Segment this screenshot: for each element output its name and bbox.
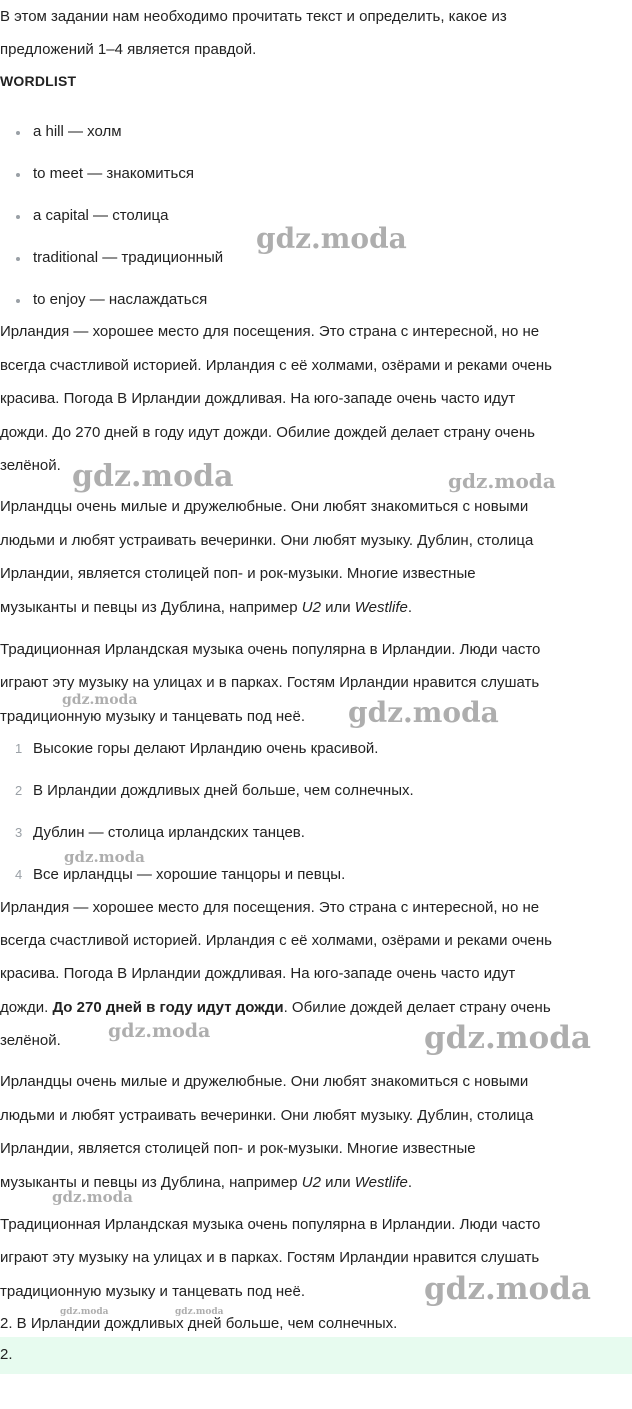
wordlist-item: a capital — столица: [33, 207, 169, 224]
text-line: дожди. До 270 дней в году идут дожди. Обилие дождей делает страну очень: [0, 999, 551, 1016]
text-line: Традиционная Ирландская музыка очень популярна в Ирландии. Люди часто: [0, 1216, 541, 1233]
text-line: Ирландии, является столицей поп- и рок-музыки. Многие известные: [0, 1140, 476, 1157]
highlighted-fact: До 270 дней в году идут дожди: [52, 999, 284, 1016]
wordlist-item: traditional — традиционный: [33, 249, 224, 266]
text-line: зелёной.: [0, 1032, 61, 1049]
watermark: gdz.moda: [108, 1020, 211, 1042]
text-line: людьми и любят устраивать вечеринки. Они любят музыку. Дублин, столица: [0, 532, 534, 549]
watermark: gdz.moda: [60, 1307, 109, 1317]
text-line: Ирландия — хорошее место для посещения. Это страна с интересной, но не: [0, 899, 540, 916]
text-line: играют эту музыку на улицах и в парках. Гостям Ирландии нравится слушать: [0, 1249, 540, 1266]
bullet-icon: [16, 299, 20, 303]
text-line: зелёной.: [0, 457, 61, 474]
watermark: gdz.moda: [52, 1188, 133, 1206]
option-number: 4: [15, 867, 23, 882]
wordlist-title: WORDLIST: [0, 73, 77, 89]
wordlist-item: to enjoy — наслаждаться: [33, 291, 208, 308]
text-line: традиционную музыку и танцевать под неё.: [0, 1283, 306, 1300]
text-line: Ирландии, является столицей поп- и рок-музыки. Многие известные: [0, 565, 476, 582]
intro-line-1: В этом задании нам необходимо прочитать текст и определить, какое из: [0, 8, 507, 25]
watermark: gdz.moda: [448, 469, 556, 493]
option-number: 2: [15, 783, 23, 798]
option-text: Все ирландцы — хорошие танцоры и певцы.: [33, 866, 346, 883]
text-line: Ирландцы очень милые и дружелюбные. Они любят знакомиться с новыми: [0, 1073, 529, 1090]
text-line: всегда счастливой историей. Ирландия с её холмами, озёрами и реками очень: [0, 932, 552, 949]
watermark: gdz.moda: [72, 459, 234, 494]
watermark: gdz.moda: [256, 222, 407, 255]
wordlist-item: to meet — знакомиться: [33, 165, 194, 182]
conclusion: 2. В Ирландии дождливых дней больше, чем солнечных.: [0, 1315, 398, 1332]
intro-line-2: предложений 1–4 является правдой.: [0, 41, 257, 58]
option-number: 1: [15, 741, 23, 756]
text-line: традиционную музыку и танцевать под неё.: [0, 708, 306, 725]
option-text: В Ирландии дождливых дней больше, чем солнечных.: [33, 782, 414, 799]
text-line: музыканты и певцы из Дублина, например U2 или Westlife.: [0, 599, 413, 616]
watermark: gdz.moda: [348, 696, 499, 729]
option-text: Высокие горы делают Ирландию очень красивой.: [33, 740, 379, 757]
option-number: 3: [15, 825, 23, 840]
text-line: Ирландцы очень милые и дружелюбные. Они любят знакомиться с новыми: [0, 498, 529, 515]
watermark: gdz.moda: [424, 1020, 591, 1056]
option-text: Дублин — столица ирландских танцев.: [33, 824, 305, 841]
text-line: красива. Погода В Ирландии дождливая. На юго-западе очень часто идут: [0, 390, 516, 407]
wordlist-item: a hill — холм: [33, 123, 122, 140]
text-line: людьми и любят устраивать вечеринки. Они любят музыку. Дублин, столица: [0, 1107, 534, 1124]
text-line: Традиционная Ирландская музыка очень популярна в Ирландии. Люди часто: [0, 641, 541, 658]
text-line: играют эту музыку на улицах и в парках. Гостям Ирландии нравится слушать: [0, 674, 540, 691]
answer-box: [0, 1337, 632, 1374]
text-line: всегда счастливой историей. Ирландия с её холмами, озёрами и реками очень: [0, 357, 552, 374]
bullet-icon: [16, 215, 20, 219]
watermark: gdz.moda: [424, 1271, 591, 1307]
text-line: музыканты и певцы из Дублина, например U2 или Westlife.: [0, 1174, 413, 1191]
bullet-icon: [16, 173, 20, 177]
text-line: красива. Погода В Ирландии дождливая. На юго-западе очень часто идут: [0, 965, 516, 982]
answer-value: 2.: [0, 1346, 13, 1363]
bullet-icon: [16, 131, 20, 135]
bullet-icon: [16, 257, 20, 261]
text-line: Ирландия — хорошее место для посещения. Это страна с интересной, но не: [0, 323, 540, 340]
watermark: gdz.moda: [62, 692, 138, 708]
text-line: дожди. До 270 дней в году идут дожди. Обилие дождей делает страну очень: [0, 424, 535, 441]
watermark: gdz.moda: [64, 848, 145, 866]
watermark: gdz.moda: [175, 1307, 224, 1317]
